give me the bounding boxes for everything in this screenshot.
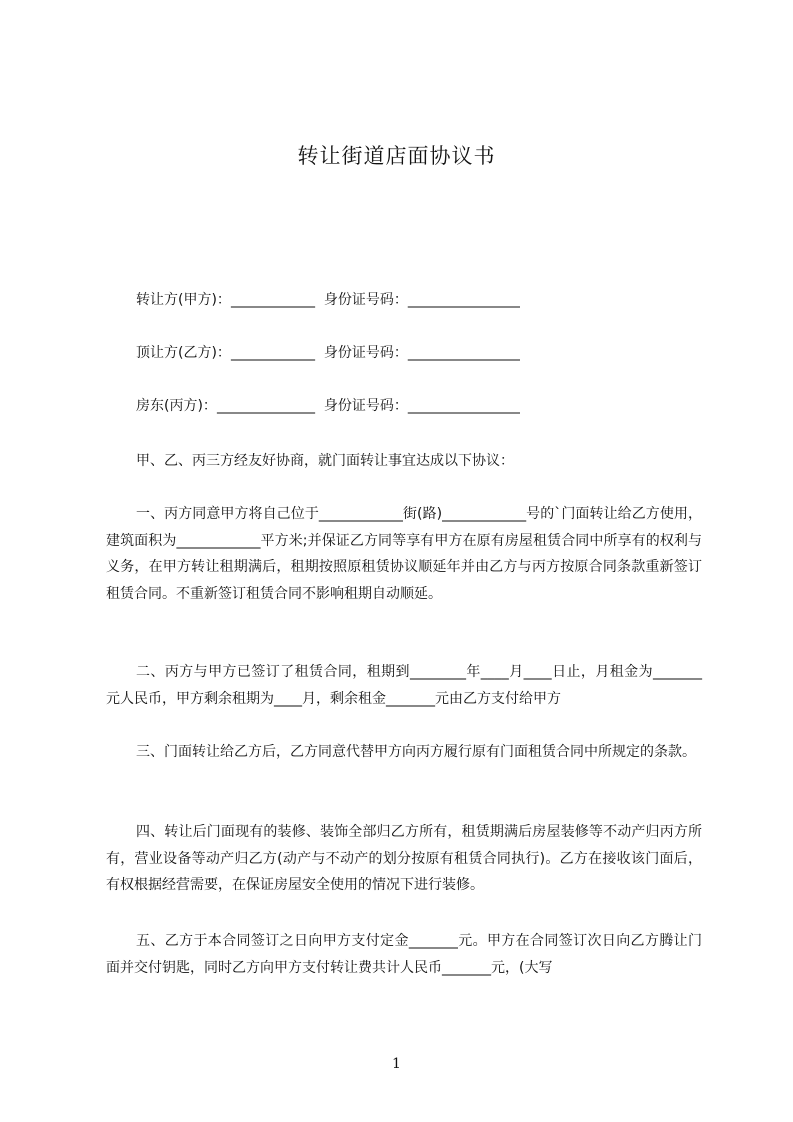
party-line-transferee <box>136 343 520 363</box>
id-number-blank: ________________ <box>407 345 520 361</box>
party-label: 房东(丙方)： <box>136 398 217 414</box>
clause-1: 一、丙方同意甲方将自己位于____________街(路)____________号的`门面转让给乙方使用，建筑面积为____________平方米;并保证乙方同等享有甲方在原有房屋租赁合同中所享有的权利与义务，在甲方转让租期满后，租期按照原租赁协议顺延年并由乙方与丙方按原合同条款重新签订租赁合同。不重新签订租赁合同不影响租期自动顺延。 <box>106 506 702 602</box>
clause-5: 五、乙方于本合同签订之日向甲方支付定金_______元。甲方在合同签订次日向乙方腾让门面并交付钥匙，同时乙方向甲方支付转让费共计人民币_______元，(大写 <box>106 933 702 976</box>
party-line-transferor <box>136 290 520 310</box>
party-label: 顶让方(乙方)： <box>136 345 231 361</box>
id-label: 身份证号码： <box>323 398 408 414</box>
party-name-blank: ____________ <box>230 292 315 308</box>
clause-3: 三、门面转让给乙方后，乙方同意代替甲方向丙方履行原有门面租赁合同中所规定的条款。 <box>136 744 696 760</box>
party-line-landlord <box>136 396 520 416</box>
party-name-blank: ____________ <box>230 345 315 361</box>
page-title: 转让街道店面协议书 <box>297 144 496 168</box>
id-number-blank: ________________ <box>407 292 520 308</box>
page-number: 1 <box>392 1056 401 1072</box>
party-label: 转让方(甲方)： <box>136 292 231 308</box>
party-name-blank: ______________ <box>216 398 315 414</box>
clause-2: 二、丙方与甲方已签订了租赁合同，租期到________年____月____日止，月租金为_______元人民币，甲方剩余租期为____月，剩余租金_______元由乙方支付给甲方 <box>106 664 702 707</box>
id-label: 身份证号码： <box>323 292 408 308</box>
id-label: 身份证号码： <box>323 345 408 361</box>
id-number-blank: ________________ <box>407 398 520 414</box>
clause-4: 四、转让后门面现有的装修、装饰全部归乙方所有，租赁期满后房屋装修等不动产归丙方所有，营业设备等动产归乙方(动产与不动产的划分按原有租赁合同执行)。乙方在接收该门面后，有权根据经营需要，在保证房屋安全使用的情况下进行装修。 <box>106 824 702 893</box>
intro-text: 甲、乙、丙三方经友好协商，就门面转让事宜达成以下协议： <box>136 453 514 469</box>
